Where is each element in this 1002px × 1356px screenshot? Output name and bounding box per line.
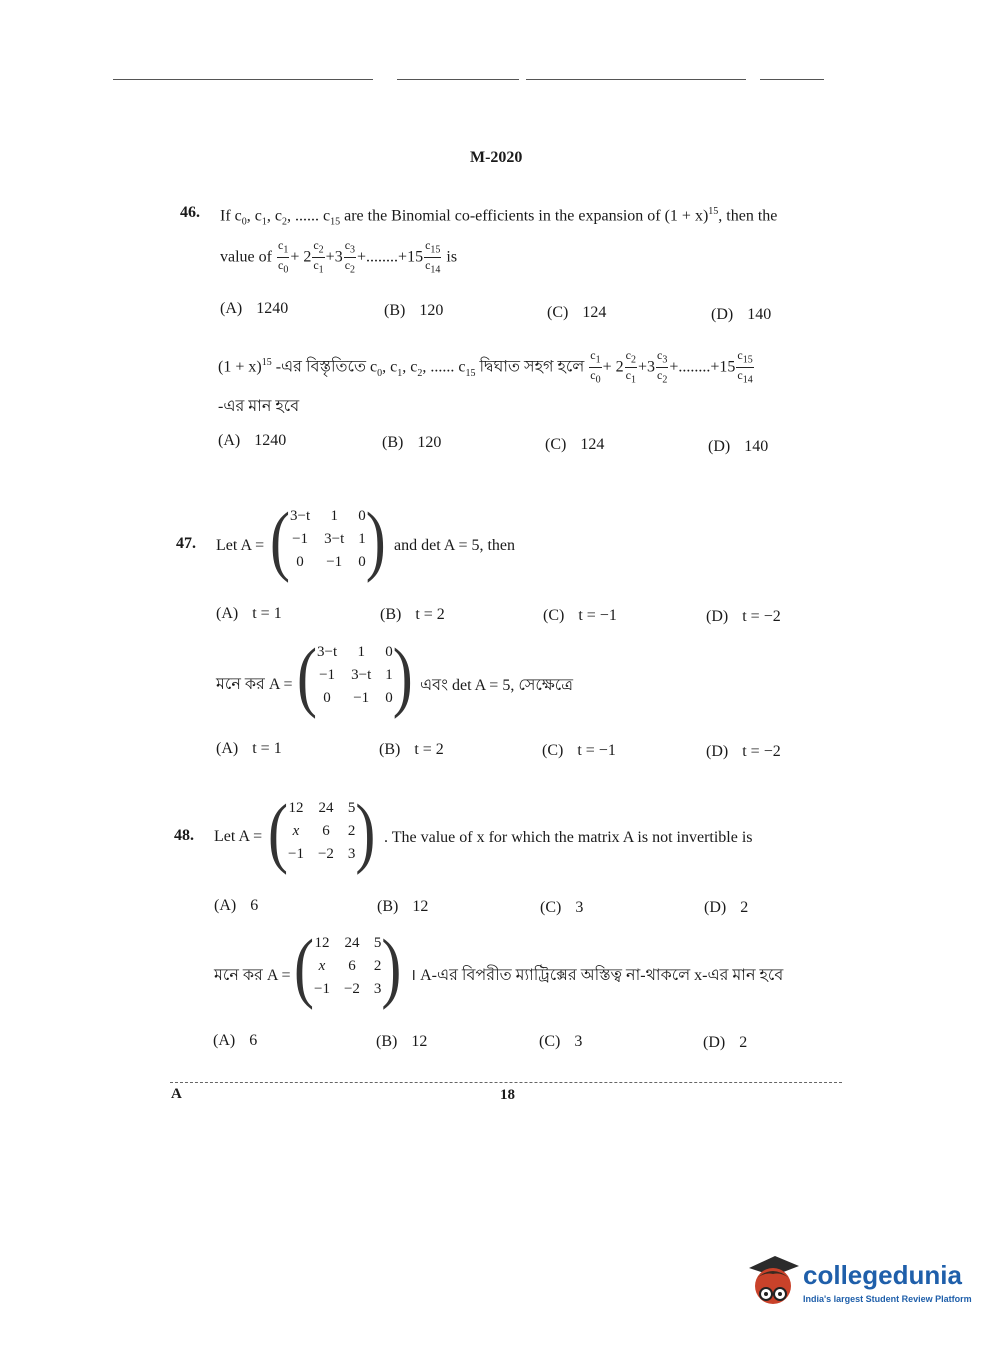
brand-name: collegedunia: [803, 1260, 962, 1290]
q46-option-b[interactable]: (B) 120: [382, 434, 442, 451]
q46-option-a[interactable]: (A) 1240: [218, 432, 287, 449]
q47-bengali-matrix: ( 3−t 1 0 −1 3−t 1 0 −1 0 ): [297, 632, 413, 719]
q47-option-c[interactable]: (C) t = −1: [543, 607, 617, 624]
q48-option-b[interactable]: (B) 12: [377, 898, 429, 915]
q47-option-d[interactable]: (D) t = −2: [706, 608, 781, 625]
q48-bengali-matrix: ( 12 24 5 x 6 2 −1 −2 3 ): [294, 923, 402, 1010]
q48-option-a[interactable]: (A) 6: [214, 897, 259, 914]
header-rule: [526, 79, 746, 80]
q47-option-b[interactable]: (B) t = 2: [379, 741, 444, 758]
q47-english-suffix: and det A = 5, then: [394, 537, 516, 554]
q48-english-suffix: . The value of x for which the matrix A is not invertible is: [384, 829, 753, 846]
q47-option-a[interactable]: (A) t = 1: [216, 605, 282, 622]
q46-bengali-line1: $(1 + x)^{15}$ -এর বিস্তৃতিতে $c_0$, $c_1$, $c_2$, ...... $c_{15}$ দ্বিঘাত সহগ হলে $\frac{c_1}{c_0}$ + 2 $\frac{c_2}{c_1}$ +3 $\frac{c_3}{c_2}$ +........+15 $\frac{c_{15}}{c_{14}}$: [218, 348, 753, 386]
question-number: 48.: [174, 827, 194, 844]
q48-bengali-prefix: মনে কর A =: [214, 967, 291, 984]
q48-option-d[interactable]: (D) 2: [703, 1034, 748, 1051]
q48-option-a[interactable]: (A) 6: [213, 1032, 258, 1049]
q47-option-c[interactable]: (C) t = −1: [542, 742, 616, 759]
question-number: 47.: [176, 535, 196, 552]
q47-option-a[interactable]: (A) t = 1: [216, 740, 282, 757]
q48-option-b[interactable]: (B) 12: [376, 1033, 428, 1050]
header-rule: [113, 79, 373, 80]
q47-bengali-suffix: এবং det A = 5, সেক্ষেত্রে: [420, 677, 573, 694]
mascot-icon: [745, 1250, 801, 1314]
q48-matrix: ( 12 24 5 x 6 2 −1 −2 3 ): [268, 788, 376, 875]
q46-option-a[interactable]: (A) 1240: [220, 300, 289, 317]
q47-matrix: ( 3−t 1 0 −1 3−t 1 0 −1 0 ): [270, 496, 386, 583]
page-title: M-2020: [470, 149, 523, 166]
q47-bengali-prefix: মনে কর A =: [216, 676, 293, 693]
q47-option-b[interactable]: (B) t = 2: [380, 606, 445, 623]
header-rule: [397, 79, 519, 80]
q46-option-b[interactable]: (B) 120: [384, 302, 444, 319]
q46-option-d[interactable]: (D) 140: [711, 306, 772, 323]
q48-english-prefix: Let A =: [214, 828, 263, 845]
q48-option-c[interactable]: (C) 3: [539, 1033, 583, 1050]
q47-english-prefix: Let A =: [216, 537, 265, 554]
q47-option-d[interactable]: (D) t = −2: [706, 743, 781, 760]
brand-tagline: India's largest Student Review Platform: [803, 1294, 972, 1304]
q46-option-d[interactable]: (D) 140: [708, 438, 769, 455]
q46-english-line2: value of $\frac{c_1}{c_0}$ + 2 $\frac{c_2}{c_1}$ +3 $\frac{c_3}{c_2}$ +........+15 $\frac{c_{15}}{c_{14}}$ is: [220, 238, 458, 276]
q46-bengali-line2: -এর মান হবে: [218, 398, 300, 415]
q46-option-c[interactable]: (C) 124: [545, 436, 605, 453]
q46-english-line1: If $c_0$, $c_1$, $c_2$, ...... $c_{15}$ are the Binomial co-efficients in the expansion of $(1 + x)^{15}$, then the: [220, 206, 778, 228]
q48-option-c[interactable]: (C) 3: [540, 899, 584, 916]
q48-bengali-suffix: । A-এর বিপরীত ম্যাট্রিক্সের অস্তিত্ব না-থাকলে x-এর মান হবে: [410, 967, 784, 984]
collegedunia-logo[interactable]: [745, 1250, 970, 1320]
q46-option-c[interactable]: (C) 124: [547, 304, 607, 321]
footer-rule: [170, 1082, 842, 1083]
header-rule: [760, 79, 824, 80]
question-number: 46.: [180, 204, 200, 221]
page-number: 18: [500, 1087, 515, 1103]
set-label: A: [171, 1086, 182, 1102]
q48-option-d[interactable]: (D) 2: [704, 899, 749, 916]
